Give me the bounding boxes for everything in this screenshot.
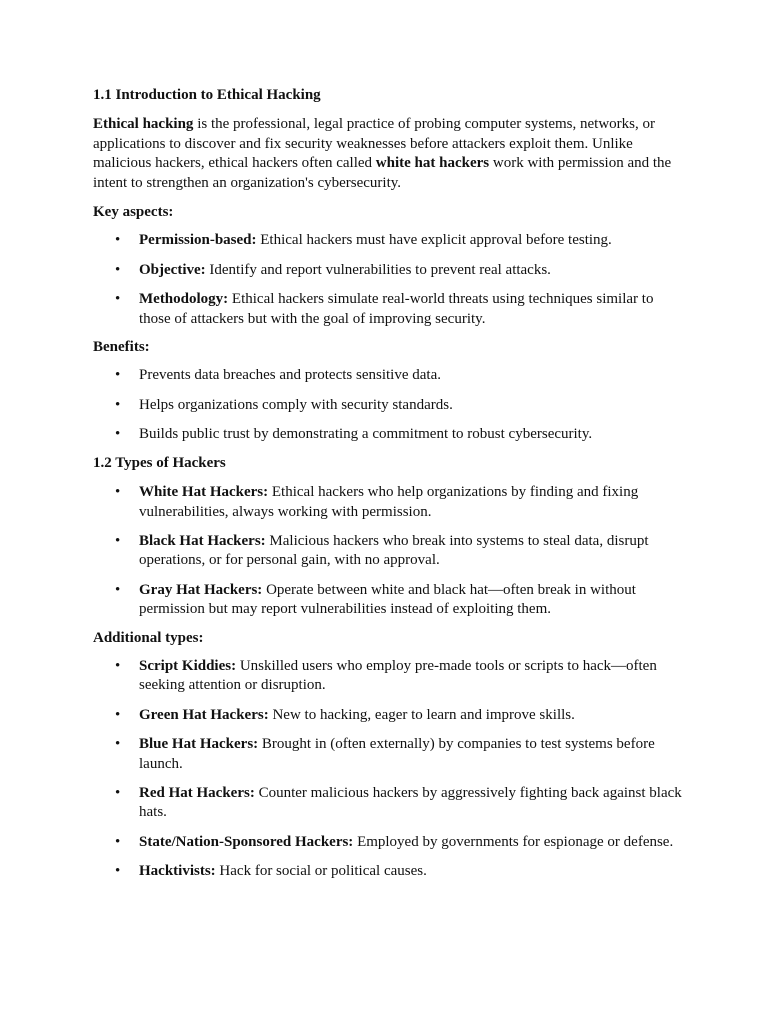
key-aspects-list (93, 231, 683, 329)
list-item-term: State/Nation-Sponsored Hackers: (139, 833, 354, 850)
list-item-text: Ethical hackers who help organizations by finding and fixing vulnerabilities, always working with permission. (139, 484, 639, 520)
list-item (139, 581, 683, 620)
list-item (139, 231, 683, 250)
list-item-term: Red Hat Hackers: (139, 784, 255, 801)
list-item-term: Permission-based: (139, 232, 257, 249)
list-item-term: Objective: (139, 261, 206, 278)
list-item-text: Operate between white and black hat—often break in without permission but may report vulnerabilities instead of exploiting them. (139, 581, 636, 618)
list-item (139, 290, 683, 329)
list-item-term: Script Kiddies: (139, 657, 237, 674)
section-heading-types: 1.2 Types of Hackers (93, 454, 226, 471)
list-item-text: Identify and report vulnerabilities to prevent real attacks. (205, 261, 551, 278)
section-heading-intro: 1.1 Introduction to Ethical Hacking (93, 87, 321, 103)
list-item-text: Ethical hackers must have explicit approval before testing. (256, 232, 612, 249)
list-item-term: Green Hat Hackers: (139, 706, 269, 723)
list-item (139, 862, 683, 881)
document-page (93, 86, 683, 891)
list-item-text: Unskilled users who employ pre-made tools or scripts to hack—often seeking attention or disruption. (139, 657, 657, 694)
key-aspects-label: Key aspects: (93, 204, 174, 221)
list-item (139, 833, 683, 852)
list-item-term: Hacktivists: (139, 863, 216, 880)
list-item-term: White Hat Hackers: (139, 484, 269, 501)
list-item (139, 706, 683, 725)
list-item-text: New to hacking, eager to learn and improve skills. (268, 706, 575, 723)
term-ethical-hacking: Ethical hacking (93, 116, 194, 133)
term-white-hat-hackers: white hat hackers (375, 155, 490, 172)
list-item-term: Blue Hat Hackers: (139, 736, 259, 753)
list-item-text: Brought in (often externally) by companies to test systems before launch. (139, 736, 655, 772)
hacker-types-list (93, 483, 683, 619)
list-item (139, 784, 683, 823)
list-item-term: Methodology: (139, 291, 229, 308)
additional-types-label: Additional types: (93, 629, 204, 646)
list-item (139, 483, 683, 522)
list-item-term: Gray Hat Hackers: (139, 581, 263, 598)
list-item (139, 657, 683, 696)
list-item-text: Hack for social or political causes. (215, 863, 427, 880)
list-item-term: Black Hat Hackers: (139, 532, 266, 549)
additional-types-list (93, 657, 683, 882)
list-item: • Builds public trust by demonstrating a commitment to robust cybersecurity. (139, 425, 683, 444)
benefits-list (93, 366, 683, 444)
list-item-text: Employed by governments for espionage or defense. (353, 833, 674, 850)
intro-text-part2: work with permission and the intent to strengthen an organization's cybersecurity. (93, 155, 672, 191)
list-item (139, 532, 683, 571)
benefits-label: Benefits: (93, 339, 150, 356)
intro-paragraph (93, 115, 683, 193)
list-item-text: Malicious hackers who break into systems to steal data, disrupt operations, or for personal gain, with no approval. (139, 532, 649, 569)
list-item-text: Ethical hackers simulate real-world threats using techniques similar to those of attackers but with the goal of improving security. (139, 291, 654, 327)
intro-text-part1: is the professional, legal practice of probing computer systems, networks, or applications to discover and fix security weaknesses before attackers exploit them. Unlike malicious hackers, ethical hackers often called (93, 116, 655, 172)
list-item-text: Counter malicious hackers by aggressively fighting back against black hats. (139, 784, 682, 821)
list-item (139, 261, 683, 280)
list-item: • Helps organizations comply with security standards. (139, 396, 683, 415)
list-item: • Prevents data breaches and protects sensitive data. (139, 366, 683, 385)
list-item (139, 735, 683, 774)
